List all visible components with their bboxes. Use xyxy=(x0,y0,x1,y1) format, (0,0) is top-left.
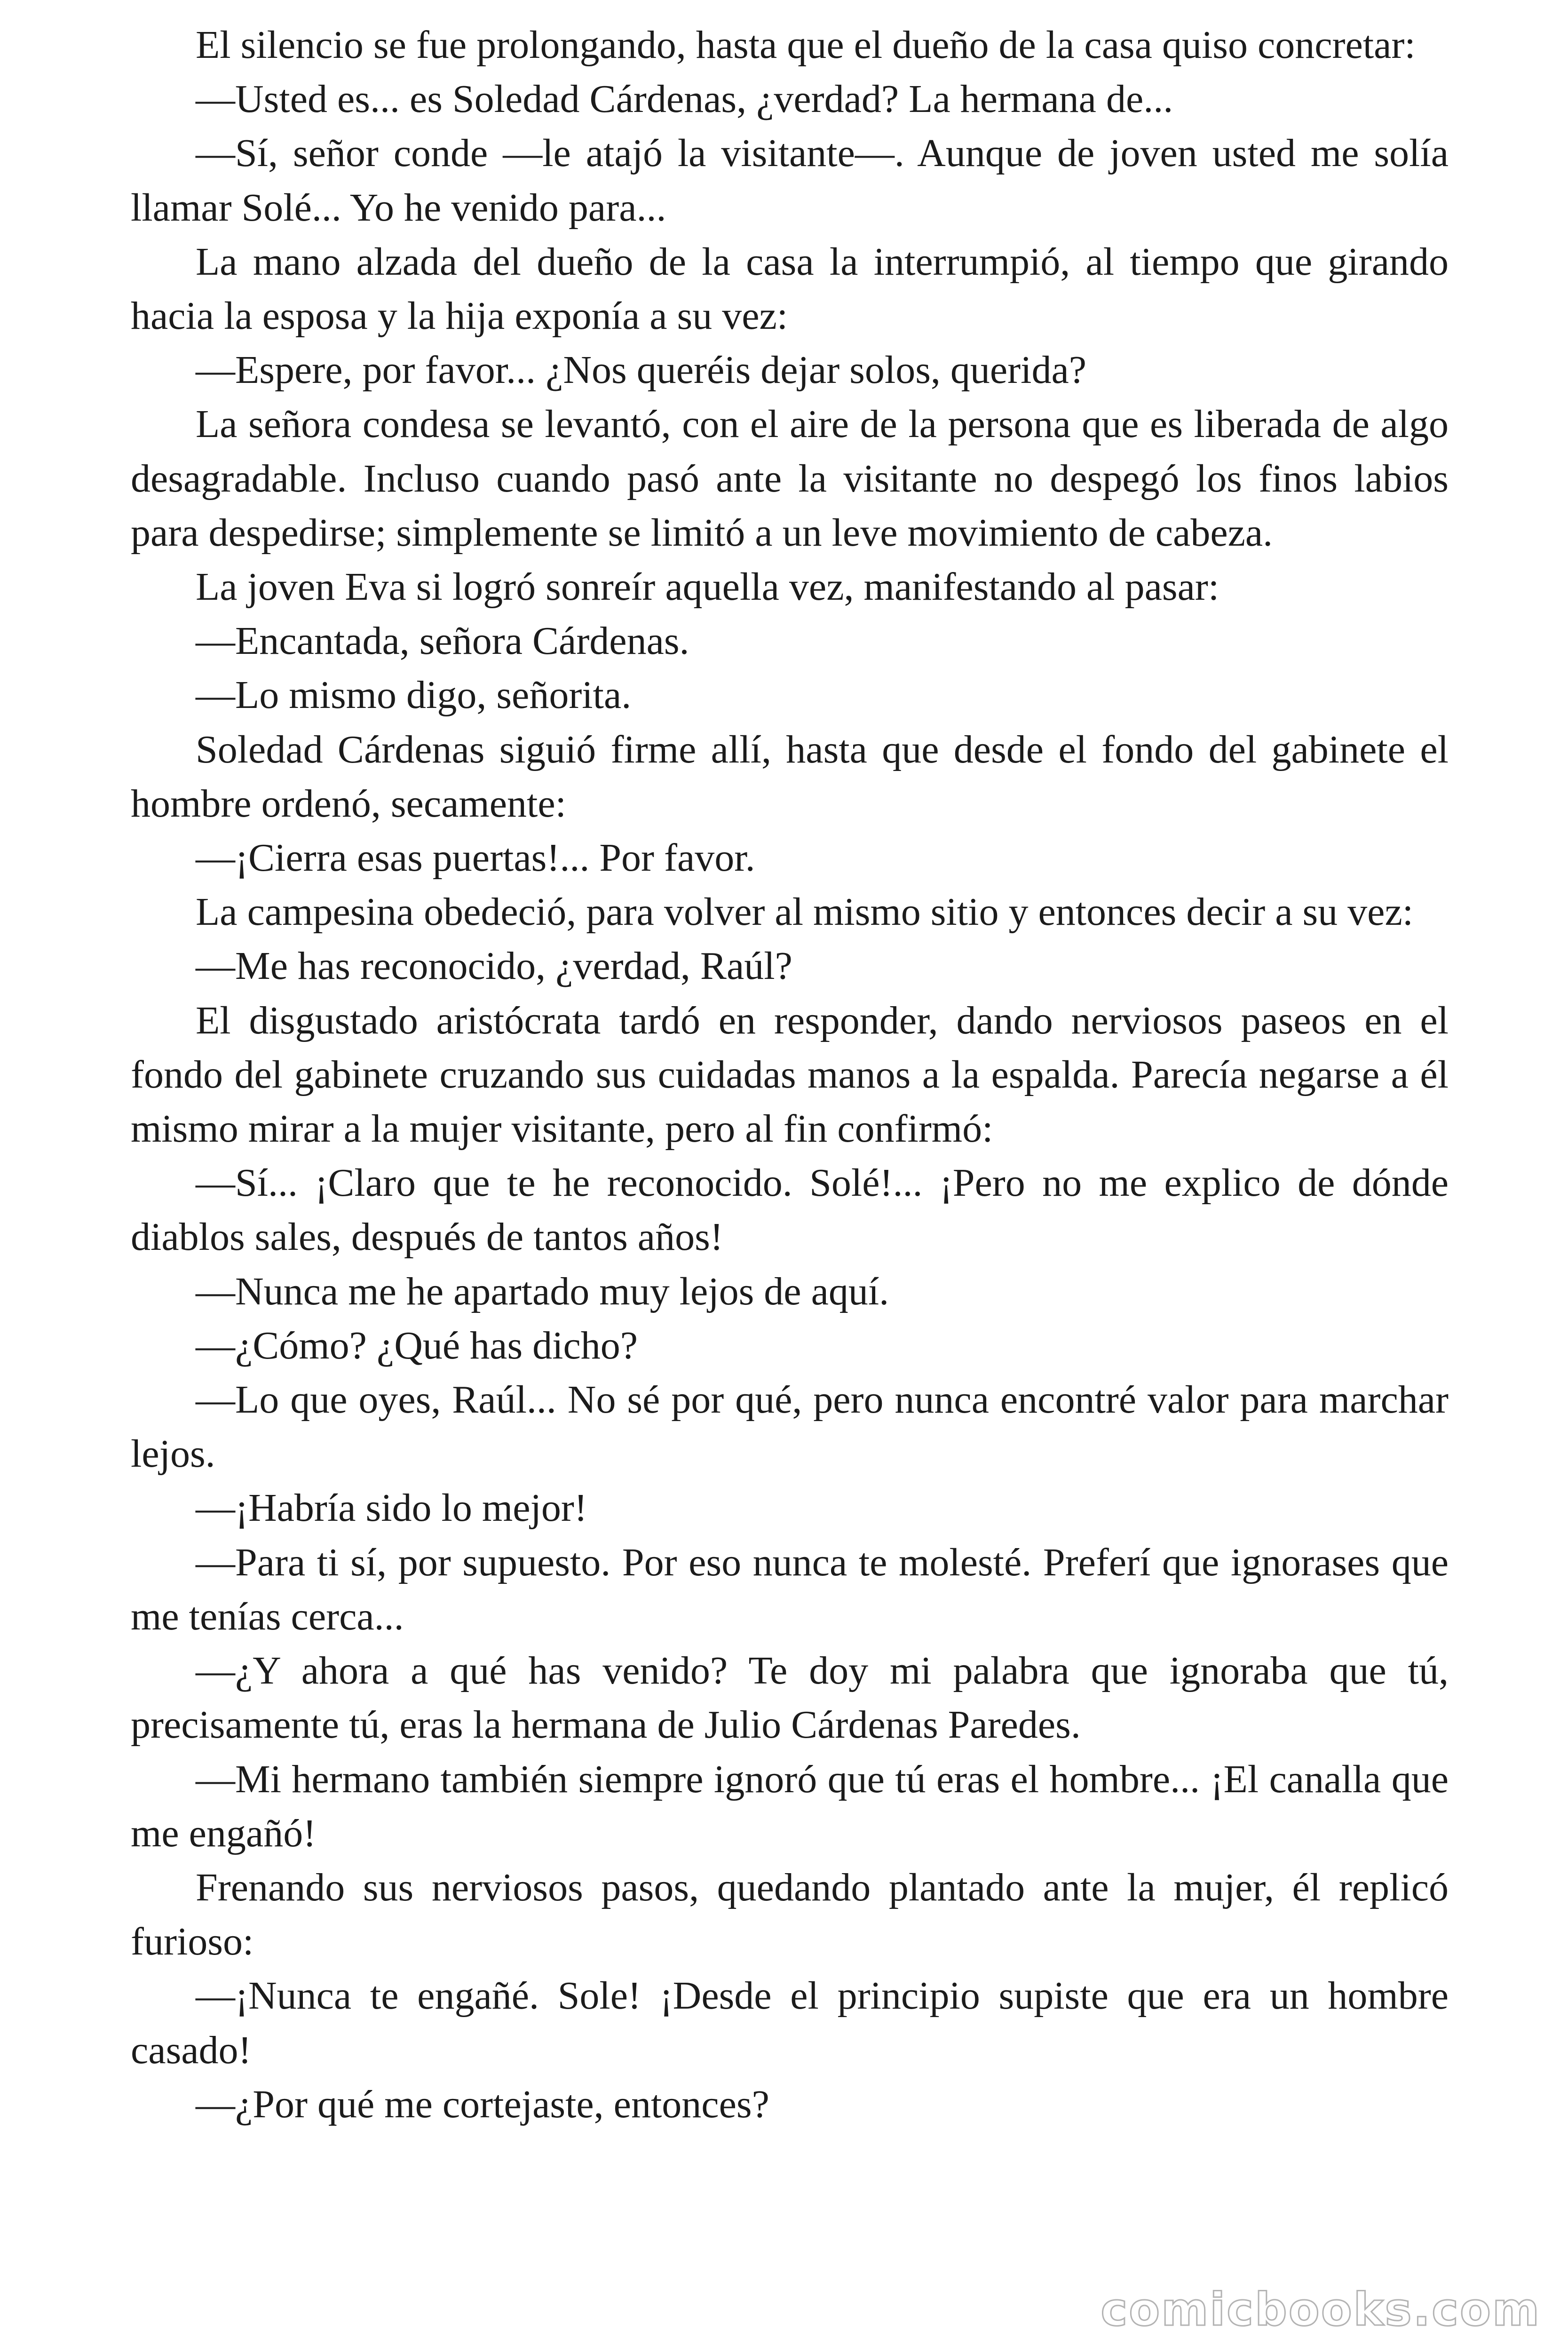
paragraph: —Sí, señor conde —le atajó la visitante—. Aunque de joven usted me solía llamar Solé... Yo he venido para... xyxy=(131,131,1449,230)
paragraph: Frenando sus nerviosos pasos, quedando plantado ante la mujer, él replicó furioso: xyxy=(131,1865,1449,1964)
paragraph: —¡Habría sido lo mejor! xyxy=(196,1486,587,1530)
paragraph: —Me has reconocido, ¿verdad, Raúl? xyxy=(196,944,792,988)
paragraph: —Usted es... es Soledad Cárdenas, ¿verdad? La hermana de... xyxy=(196,77,1173,121)
paragraph: Soledad Cárdenas siguió firme allí, hasta que desde el fondo del gabinete el hombre ordenó, secamente: xyxy=(131,727,1449,826)
paragraph: —Sí... ¡Claro que te he reconocido. Solé!... ¡Pero no me explico de dónde diablos sales, después de tantos años! xyxy=(131,1161,1449,1259)
paragraph: La joven Eva si logró sonreír aquella vez, manifestando al pasar: xyxy=(196,565,1220,609)
paragraph: La señora condesa se levantó, con el aire de la persona que es liberada de algo desagradable. Incluso cuando pasó ante la visitante no despegó los finos labios para despedirse; simplemente se limitó a un leve movimiento de cabeza. xyxy=(131,402,1449,555)
paragraph: El disgustado aristócrata tardó en responder, dando nerviosos paseos en el fondo del gabinete cruzando sus cuidadas manos a la espalda. Parecía negarse a él mismo mirar a la mujer visitante, pero al fin confirmó: xyxy=(131,998,1449,1151)
paragraph: —¿Por qué me cortejaste, entonces? xyxy=(196,2082,769,2126)
book-page-text xyxy=(131,18,1449,2131)
watermark: comicbooks.com xyxy=(1101,2283,1541,2336)
paragraph: —Espere, por favor... ¿Nos queréis dejar solos, querida? xyxy=(196,348,1087,392)
paragraph: —Lo mismo digo, señorita. xyxy=(196,673,632,717)
paragraph: —¿Cómo? ¿Qué has dicho? xyxy=(196,1323,638,1367)
paragraph: La campesina obedeció, para volver al mismo sitio y entonces decir a su vez: xyxy=(196,890,1414,934)
paragraph: —Mi hermano también siempre ignoró que tú eras el hombre... ¡El canalla que me engañó! xyxy=(131,1757,1449,1855)
paragraph: —¡Cierra esas puertas!... Por favor. xyxy=(196,836,755,880)
paragraph: —Nunca me he apartado muy lejos de aquí. xyxy=(196,1269,889,1313)
paragraph: La mano alzada del dueño de la casa la interrumpió, al tiempo que girando hacia la esposa y la hija exponía a su vez: xyxy=(131,239,1449,338)
paragraph: —Encantada, señora Cárdenas. xyxy=(196,619,689,663)
paragraph: —¡Nunca te engañé. Sole! ¡Desde el principio supiste que era un hombre casado! xyxy=(131,1974,1449,2072)
paragraph: —Lo que oyes, Raúl... No sé por qué, pero nunca encontré valor para marchar lejos. xyxy=(131,1378,1449,1476)
paragraph: —¿Y ahora a qué has venido? Te doy mi palabra que ignoraba que tú, precisamente tú, eras la hermana de Julio Cárdenas Paredes. xyxy=(131,1649,1449,1747)
paragraph: —Para ti sí, por supuesto. Por eso nunca te molesté. Preferí que ignorases que me tenías cerca... xyxy=(131,1540,1449,1638)
paragraph: El silencio se fue prolongando, hasta que el dueño de la casa quiso concretar: xyxy=(196,23,1416,67)
